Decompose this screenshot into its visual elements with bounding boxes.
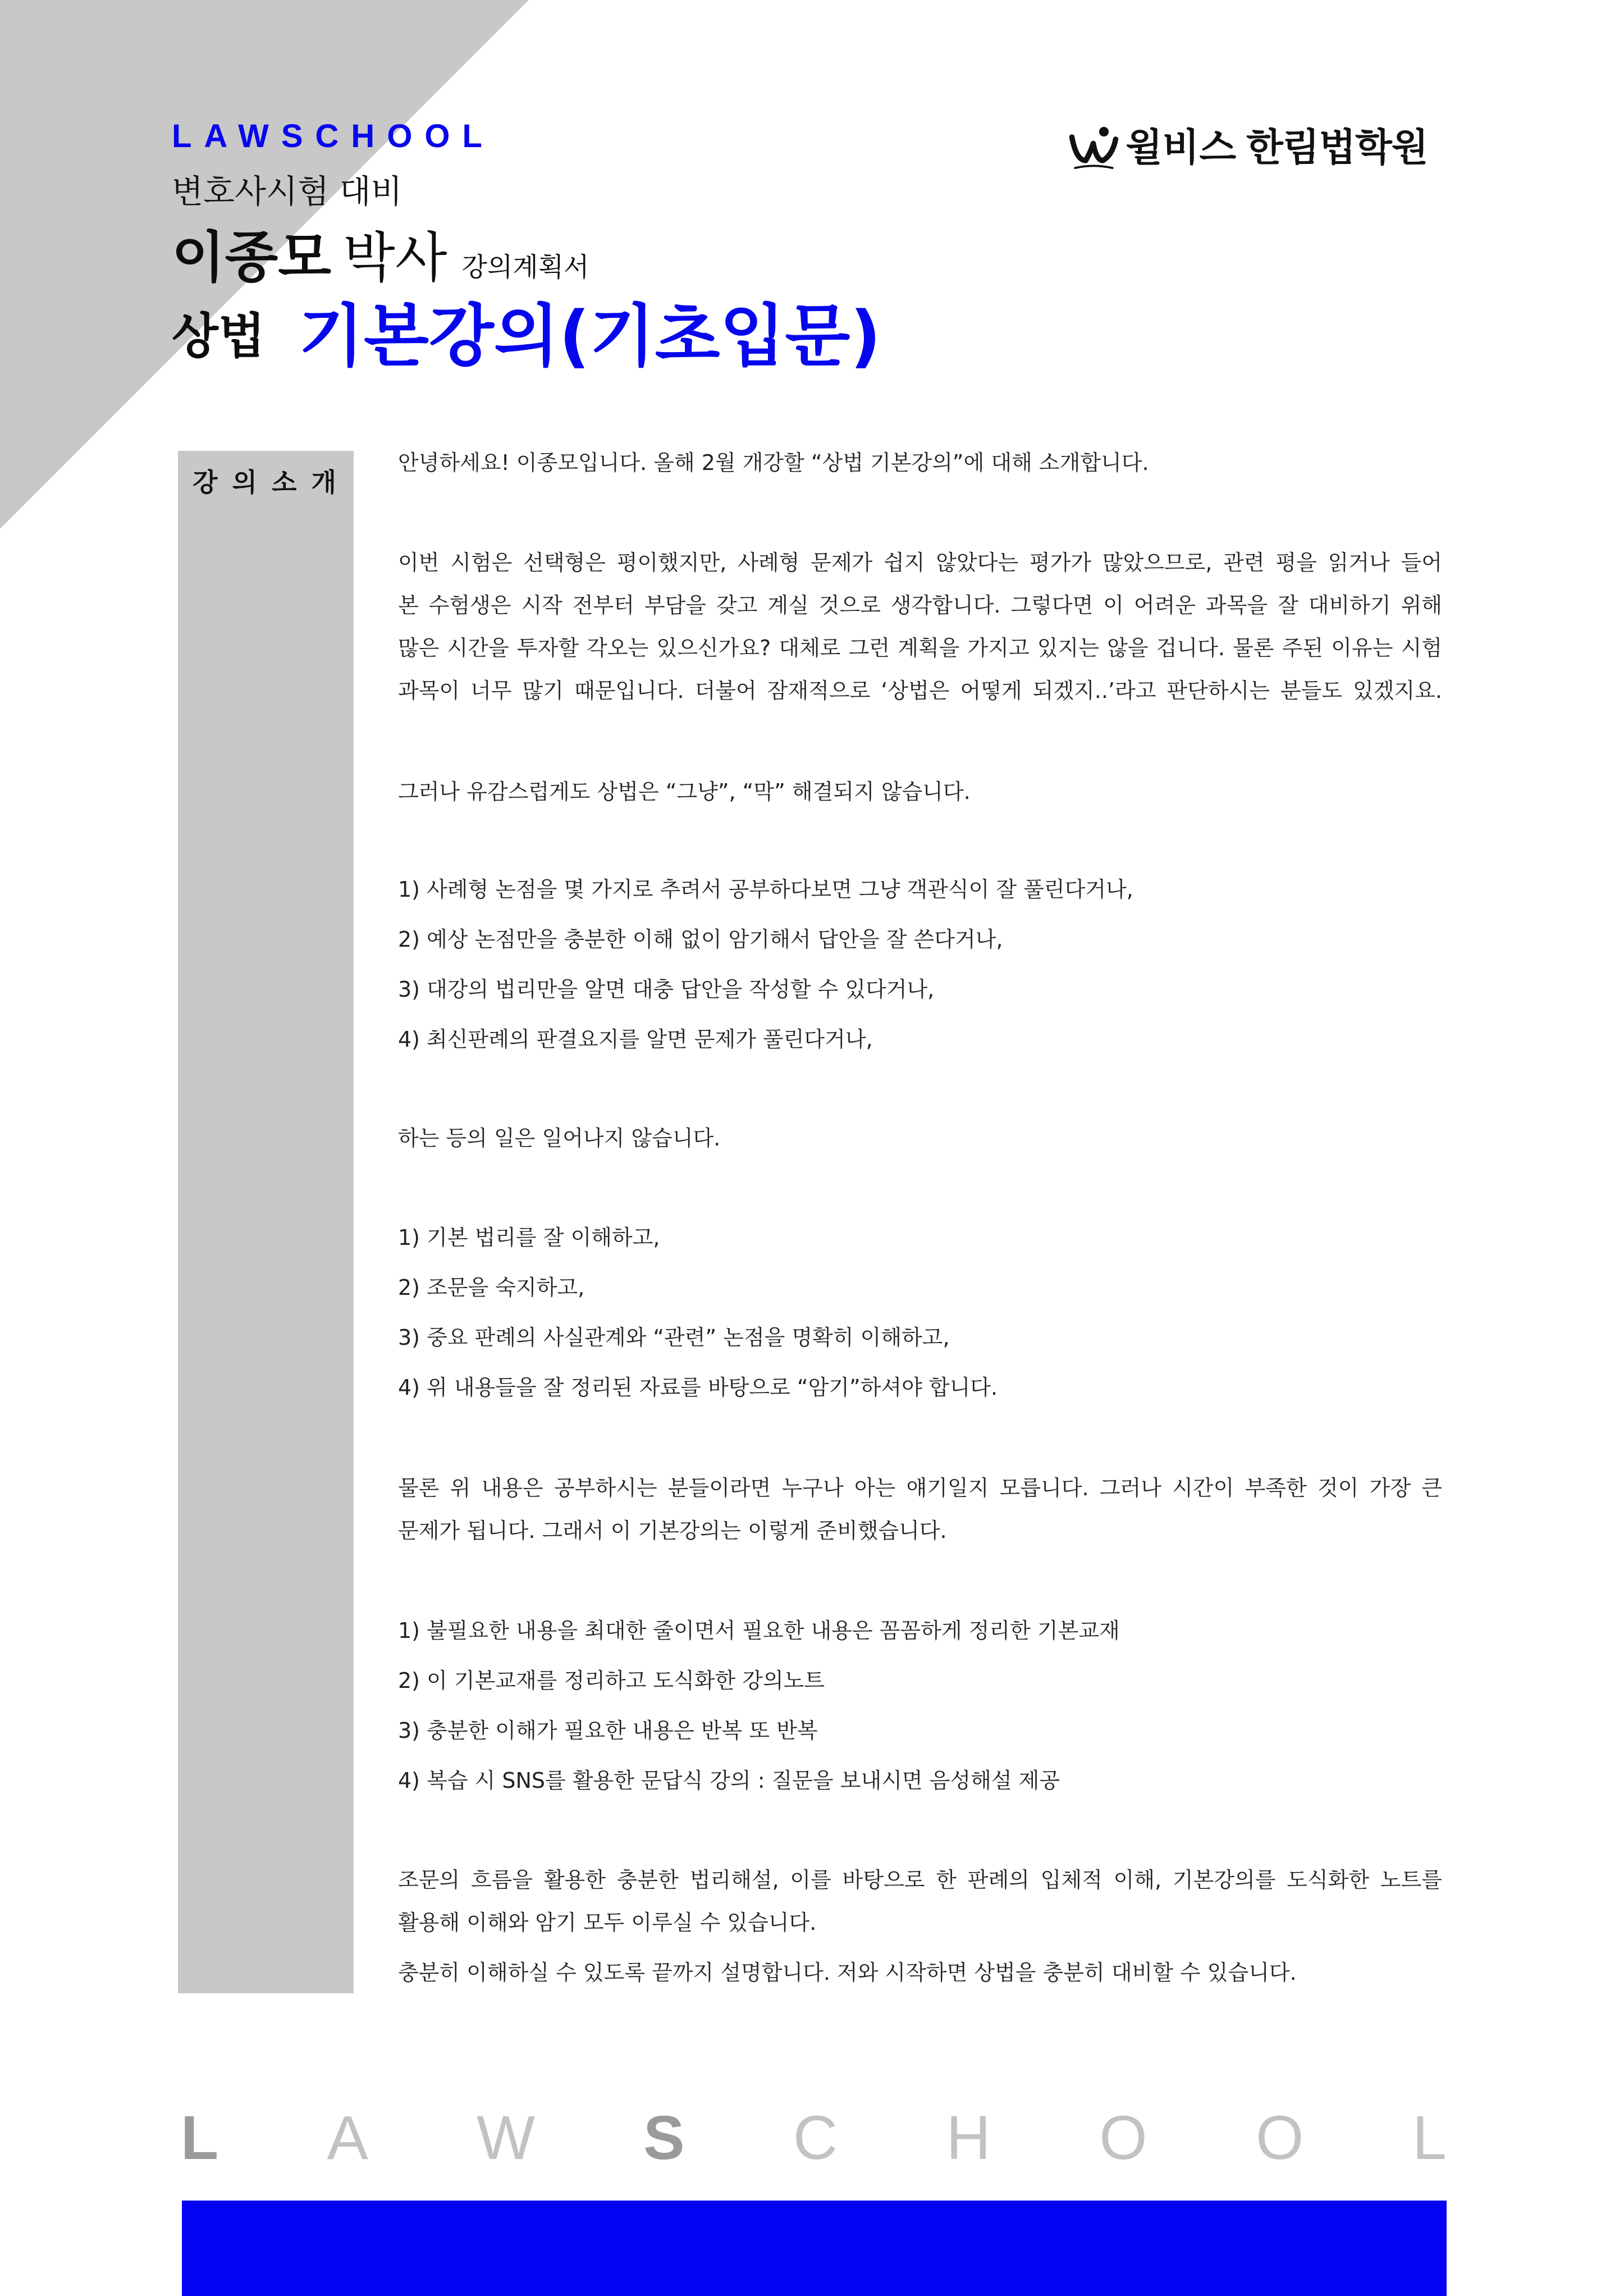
text-line: 이번 시험은 선택형은 평이했지만, 사례형 문제가 쉽지 않았다는 평가가 많았으므로, 관련 평을 읽거나 들어: [398, 550, 1442, 575]
footer-letter: C: [793, 2103, 838, 2172]
paragraph: [398, 541, 1442, 712]
course-title: 기본강의(기초입문): [299, 298, 881, 376]
text-line: 조문의 흐름을 활용한 충분한 법리해설, 이를 바탕으로 한 판례의 입체적 이해, 기본강의를 도식화한 노트를: [398, 1868, 1442, 1892]
subject-name: 상법: [172, 308, 266, 365]
footer-letter: O: [1099, 2103, 1147, 2172]
document-type: 강의계획서: [461, 252, 589, 283]
list-item: 3) 충분한 이해가 필요한 내용은 반복 또 반복: [398, 1718, 818, 1743]
footer-bar: [182, 2201, 1447, 2296]
text-line: 하는 등의 일은 일어나지 않습니다.: [398, 1126, 721, 1151]
course-heading: [172, 296, 881, 377]
paragraph: [398, 1467, 1442, 1552]
list-item: 1) 기본 법리를 잘 이해하고,: [398, 1225, 660, 1250]
text-line: 안녕하세요! 이종모입니다. 올해 2월 개강할 “상법 기본강의”에 대해 소개합니다.: [398, 450, 1149, 475]
instructor-title: 박사: [343, 226, 447, 289]
academy-logo: [1067, 123, 1428, 174]
list-item: 2) 이 기본교재를 정리하고 도식화한 강의노트: [398, 1668, 825, 1693]
list-item: 4) 최신판례의 판결요지를 알면 문제가 풀린다거나,: [398, 1027, 873, 1052]
footer-letter: S: [643, 2103, 685, 2172]
paragraph: [398, 770, 1442, 813]
text-line: 많은 시간을 투자할 각오는 있으신가요? 대체로 그런 계획을 가지고 있지는 않을 겁니다. 물론 주된 이유는 시험: [398, 636, 1442, 660]
footer-letter: H: [946, 2103, 991, 2172]
list-item: 2) 예상 논점만을 충분한 이해 없이 암기해서 답안을 잘 쓴다거나,: [398, 927, 1003, 952]
numbered-list: [398, 865, 1442, 1065]
paragraph: [398, 1859, 1442, 1944]
willbes-emblem-icon: [1067, 125, 1120, 171]
text-line: 물론 위 내용은 공부하시는 분들이라면 누구나 아는 얘기일지 모릅니다. 그러나 시간이 부족한 것이 가장 큰: [398, 1476, 1442, 1500]
paragraph-greeting: [398, 441, 1442, 484]
text-line: 그러나 유감스럽게도 상법은 “그냥”, “막” 해결되지 않습니다.: [398, 779, 971, 804]
footer-letter: O: [1256, 2103, 1304, 2172]
footer-letter: W: [477, 2103, 535, 2172]
text-line: 과목이 너무 많기 때문입니다. 더불어 잠재적으로 ‘상법은 어떻게 되겠지..’라고 판단하시는 분들도 있겠지요.: [398, 678, 1442, 703]
footer-letter: L: [1412, 2103, 1447, 2172]
text-line: 본 수험생은 시작 전부터 부담을 갖고 계실 것으로 생각합니다. 그렇다면 이 어려운 과목을 잘 대비하기 위해: [398, 593, 1442, 618]
section-label: 강 의 소 개: [193, 467, 339, 497]
footer-wordmark: [181, 2103, 1447, 2172]
footer-letter: L: [181, 2103, 219, 2172]
instructor-line: [172, 228, 589, 289]
list-item: 4) 위 내용들을 잘 정리된 자료를 바탕으로 “암기”하셔야 합니다.: [398, 1375, 998, 1400]
footer-letter: A: [327, 2103, 368, 2172]
brand-wordmark: LAWSCHOOL: [172, 118, 495, 154]
logo-academy-name: 한림법학원: [1246, 126, 1428, 170]
paragraph: [398, 1117, 1442, 1160]
list-item: 3) 대강의 법리만을 알면 대충 답안을 작성할 수 있다거나,: [398, 977, 935, 1002]
list-item: 1) 사례형 논점을 몇 가지로 추려서 공부하다보면 그냥 객관식이 잘 풀린다거나,: [398, 877, 1133, 902]
list-item: 3) 중요 판례의 사실관계와 “관련” 논점을 명확히 이해하고,: [398, 1325, 950, 1350]
text-line: 문제가 됩니다. 그래서 이 기본강의는 이렇게 준비했습니다.: [398, 1518, 947, 1543]
text-line: 충분히 이해하실 수 있도록 끝까지 설명합니다. 저와 시작하면 상법을 충분히 대비할 수 있습니다.: [398, 1960, 1297, 1985]
numbered-list: [398, 1606, 1442, 1806]
list-item: 4) 복습 시 SNS를 활용한 문답식 강의 : 질문을 보내시면 음성해설 제공: [398, 1768, 1060, 1793]
list-item: 2) 조문을 숙지하고,: [398, 1275, 585, 1300]
paragraph-closing: [398, 1951, 1442, 1994]
numbered-list: [398, 1213, 1442, 1413]
text-line: 활용해 이해와 암기 모두 이루실 수 있습니다.: [398, 1910, 817, 1935]
instructor-name: 이종모: [172, 226, 332, 290]
logo-name: 윌비스: [1126, 126, 1237, 170]
exam-subtitle: 변호사시험 대비: [172, 172, 402, 211]
list-item: 1) 불필요한 내용을 최대한 줄이면서 필요한 내용은 꼼꼼하게 정리한 기본교재: [398, 1618, 1120, 1643]
section-sidebar: [178, 451, 354, 1993]
